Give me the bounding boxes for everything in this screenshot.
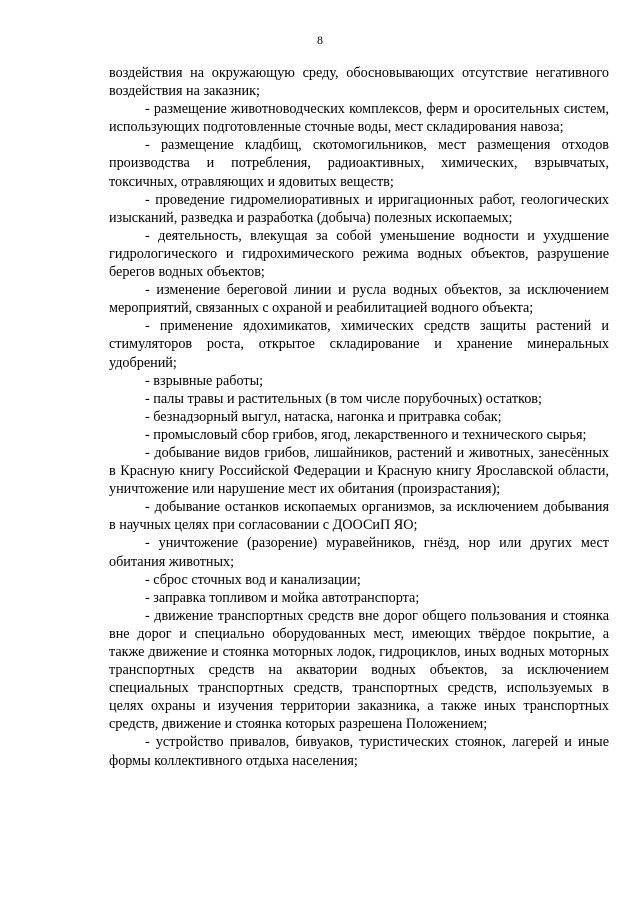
paragraph: - палы травы и растительных (в том числе порубочных) остатков;	[145, 390, 542, 407]
body-text	[109, 64, 609, 770]
paragraph: воздействия на окружающую среду, обосновывающих отсутствие негативного воздействия на заказник;	[109, 65, 609, 100]
paragraph: - размещение животноводческих комплексов, ферм и оросительных систем, использующих подготовленные сточные воды, мест складирования навоза;	[109, 101, 609, 136]
paragraph: - уничтожение (разорение) муравейников, гнёзд, нор или других мест обитания животных;	[109, 535, 609, 570]
paragraph: - размещение кладбищ, скотомогильников, мест размещения отходов производства и потребления, радиоактивных, химических, взрывчатых, токсичных, отравляющих и ядовитых веществ;	[109, 137, 609, 190]
paragraph: - сброс сточных вод и канализации;	[145, 571, 361, 588]
paragraph: - движение транспортных средств вне дорог общего пользования и стоянка вне дорог и специально оборудованных мест, имеющих твёрдое покрытие, а также движение и стоянка моторных лодок, гидроциклов, иных водных моторных транспортных средств на акватории водных объектов, за исключением специальных транспортных средств, транспортных средств, используемых в целях охраны и изучения территории заказника, а также иных транспортных средств, движение и стоянка которых разрешена Положением;	[109, 607, 609, 733]
paragraph: - взрывные работы;	[145, 372, 264, 389]
paragraph: - деятельность, влекущая за собой уменьшение водности и ухудшение гидрологического и гидрохимического режима водных объектов, разрушение берегов водных объектов;	[109, 227, 609, 281]
paragraph: - проведение гидромелиоративных и ирригационных работ, геологических изысканий, разведка и разработка (добыча) полезных ископаемых;	[109, 191, 609, 226]
paragraph: - добывание останков ископаемых организмов, за исключением добывания в научных целях при согласовании с ДООСиП ЯО;	[109, 499, 609, 534]
page-number: 8	[317, 33, 323, 47]
paragraph: - изменение береговой линии и русла водных объектов, за исключением мероприятий, связанных с охраной и реабилитацией водного объекта;	[109, 282, 609, 317]
paragraph: - применение ядохимикатов, химических средств защиты растений и стимуляторов роста, открытое складирование и хранение минеральных удобрений;	[109, 318, 609, 371]
paragraph: - промысловый сбор грибов, ягод, лекарственного и технического сырья;	[145, 426, 587, 443]
paragraph: - добывание видов грибов, лишайников, растений и животных, занесённых в Красную книгу Российской Федерации и Красную книгу Ярославской области, уничтожение или нарушение мест их обитания (произрастания);	[109, 444, 609, 498]
paragraph: - заправка топливом и мойка автотранспорта;	[145, 589, 420, 606]
paragraph: - устройство привалов, бивуаков, туристических стоянок, лагерей и иные формы коллективного отдыха населения;	[109, 734, 609, 769]
paragraph: - безнадзорный выгул, натаска, нагонка и притравка собак;	[145, 408, 502, 425]
